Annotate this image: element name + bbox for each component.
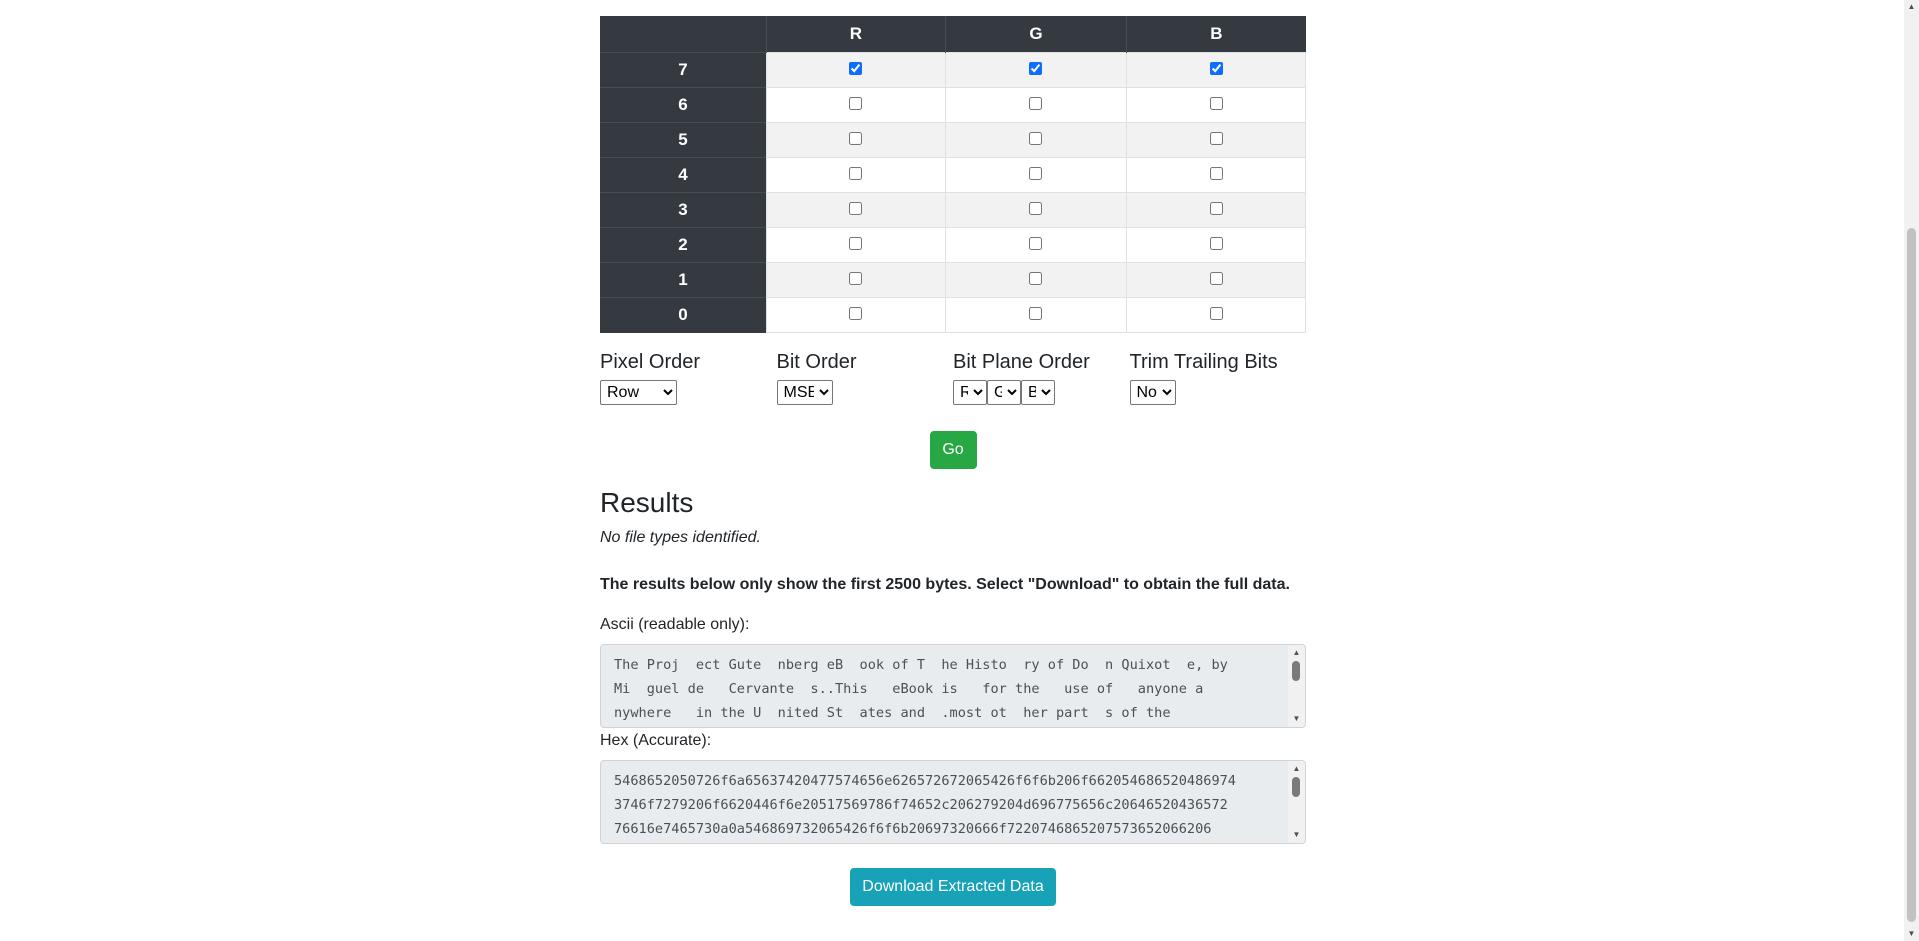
bit-label: 1 [600, 263, 767, 298]
bit-order-label: Bit Order [776, 351, 857, 373]
bit-plane-order-label: Bit Plane Order [953, 351, 1090, 373]
bit-cell-g [945, 88, 1127, 123]
scroll-down-icon[interactable]: ▼ [1292, 830, 1301, 839]
go-button[interactable]: Go [930, 431, 977, 469]
bit-cell-r [767, 298, 946, 333]
pixel-order-select[interactable] [600, 380, 677, 405]
bit-6-r-checkbox[interactable] [849, 97, 862, 110]
bit-5-r-checkbox[interactable] [849, 132, 862, 145]
bit-cell-r [767, 88, 946, 123]
header-b: B [1127, 16, 1306, 53]
bit-label: 4 [600, 158, 767, 193]
hex-line: 76616e7465730a0a546869732065426f6f6b20697320666f7220746865207573652066206 [614, 821, 1212, 837]
bit-cell-b [1127, 158, 1306, 193]
extract-panel [600, 0, 1306, 906]
header-r: R [767, 16, 946, 53]
table-row [600, 123, 1306, 158]
table-row [600, 53, 1306, 88]
bit-cell-g [945, 193, 1127, 228]
page-scrollbar[interactable] [1904, 0, 1919, 941]
hex-line: 3746f7279206f6620446f6e20517569786f74652c206279204d696775656c20646520436572 [614, 797, 1228, 813]
bit-label: 0 [600, 298, 767, 333]
bit-5-b-checkbox[interactable] [1210, 132, 1223, 145]
scroll-up-icon[interactable]: ▲ [1292, 764, 1301, 773]
header-bit-column [600, 16, 767, 53]
scroll-thumb[interactable] [1292, 661, 1300, 681]
bit-cell-g [945, 263, 1127, 298]
download-extracted-data-button[interactable]: Download Extracted Data [850, 868, 1056, 906]
bit-4-r-checkbox[interactable] [849, 167, 862, 180]
bit-3-g-checkbox[interactable] [1029, 202, 1042, 215]
hex-output[interactable] [600, 760, 1306, 844]
ascii-output[interactable] [600, 644, 1306, 728]
bit-order-group [777, 351, 954, 405]
bit-cell-r [767, 123, 946, 158]
bit-plane-order-group [953, 351, 1130, 405]
bit-cell-r [767, 263, 946, 298]
table-row [600, 158, 1306, 193]
bit-2-r-checkbox[interactable] [849, 237, 862, 250]
bit-1-r-checkbox[interactable] [849, 272, 862, 285]
bit-cell-g [945, 298, 1127, 333]
bit-cell-b [1127, 88, 1306, 123]
bit-0-r-checkbox[interactable] [849, 307, 862, 320]
trim-trailing-bits-label: Trim Trailing Bits [1129, 351, 1278, 373]
bit-selection-table [600, 16, 1306, 333]
ascii-line: The Proj ect Gute nberg eB ook of T he Histo ry of Do n Quixot e, by [614, 657, 1228, 673]
hex-line: 5468652050726f6a65637420477574656e626572672065426f6f6b206f662054686520486974 [614, 773, 1236, 789]
bit-2-b-checkbox[interactable] [1210, 237, 1223, 250]
ascii-label: Ascii (readable only): [600, 616, 750, 633]
bit-7-g-checkbox[interactable] [1029, 62, 1042, 75]
pixel-order-group [600, 351, 777, 405]
scroll-thumb[interactable] [1292, 777, 1300, 797]
bit-4-b-checkbox[interactable] [1210, 167, 1223, 180]
bit-6-b-checkbox[interactable] [1210, 97, 1223, 110]
pixel-order-label: Pixel Order [600, 351, 701, 373]
bit-cell-b [1127, 298, 1306, 333]
bit-label: 6 [600, 88, 767, 123]
bit-cell-b [1127, 228, 1306, 263]
bit-cell-g [945, 123, 1127, 158]
bit-label: 5 [600, 123, 767, 158]
go-wrap [600, 431, 1306, 469]
bit-2-g-checkbox[interactable] [1029, 237, 1042, 250]
bit-6-g-checkbox[interactable] [1029, 97, 1042, 110]
ascii-line: Mi guel de Cervante s..This eBook is for the use of anyone a [614, 681, 1204, 697]
scroll-down-icon[interactable]: ▼ [1907, 929, 1916, 938]
bit-cell-b [1127, 193, 1306, 228]
bit-cell-g [945, 53, 1127, 88]
scroll-up-icon[interactable]: ▲ [1292, 648, 1301, 657]
ascii-scrollbar[interactable] [1288, 645, 1305, 727]
page-scroll-thumb[interactable] [1907, 228, 1916, 922]
bit-0-g-checkbox[interactable] [1029, 307, 1042, 320]
bit-plane-order-select-1[interactable] [953, 380, 987, 405]
bit-7-r-checkbox[interactable] [849, 62, 862, 75]
trim-trailing-bits-group [1130, 351, 1307, 405]
bit-label: 3 [600, 193, 767, 228]
results-heading: Results [600, 487, 694, 518]
bit-plane-order-select-3[interactable] [1021, 380, 1055, 405]
results-note: The results below only show the first 2500 bytes. Select "Download" to obtain the full data. [600, 576, 1290, 593]
ascii-line: nywhere in the U nited St ates and .most ot her part s of the [614, 705, 1171, 721]
bit-label: 2 [600, 228, 767, 263]
bit-5-g-checkbox[interactable] [1029, 132, 1042, 145]
bit-3-r-checkbox[interactable] [849, 202, 862, 215]
table-header-row [600, 16, 1306, 53]
bit-cell-b [1127, 123, 1306, 158]
bit-cell-r [767, 193, 946, 228]
no-file-types-text: No file types identified. [600, 529, 761, 546]
download-wrap [600, 868, 1306, 906]
bit-1-g-checkbox[interactable] [1029, 272, 1042, 285]
bit-cell-r [767, 228, 946, 263]
header-g: G [945, 16, 1127, 53]
bit-cell-b [1127, 53, 1306, 88]
hex-scrollbar[interactable] [1288, 761, 1305, 843]
table-row [600, 228, 1306, 263]
bit-cell-g [945, 228, 1127, 263]
bit-4-g-checkbox[interactable] [1029, 167, 1042, 180]
table-row [600, 88, 1306, 123]
table-row [600, 263, 1306, 298]
bit-7-b-checkbox[interactable] [1210, 62, 1223, 75]
bit-label: 7 [600, 53, 767, 88]
bit-cell-r [767, 158, 946, 193]
bit-order-select[interactable] [777, 380, 833, 405]
bit-cell-r [767, 53, 946, 88]
extraction-options [600, 351, 1306, 405]
scroll-down-icon[interactable]: ▼ [1292, 714, 1301, 723]
hex-label: Hex (Accurate): [600, 732, 712, 749]
bit-plane-order-select-2[interactable] [987, 380, 1021, 405]
bit-0-b-checkbox[interactable] [1210, 307, 1223, 320]
bit-3-b-checkbox[interactable] [1210, 202, 1223, 215]
scroll-up-icon[interactable]: ▲ [1907, 2, 1916, 11]
bit-cell-b [1127, 263, 1306, 298]
bit-1-b-checkbox[interactable] [1210, 272, 1223, 285]
bit-rows [600, 53, 1306, 333]
table-row [600, 193, 1306, 228]
trim-trailing-bits-select[interactable] [1130, 380, 1176, 405]
table-row [600, 298, 1306, 333]
bit-cell-g [945, 158, 1127, 193]
